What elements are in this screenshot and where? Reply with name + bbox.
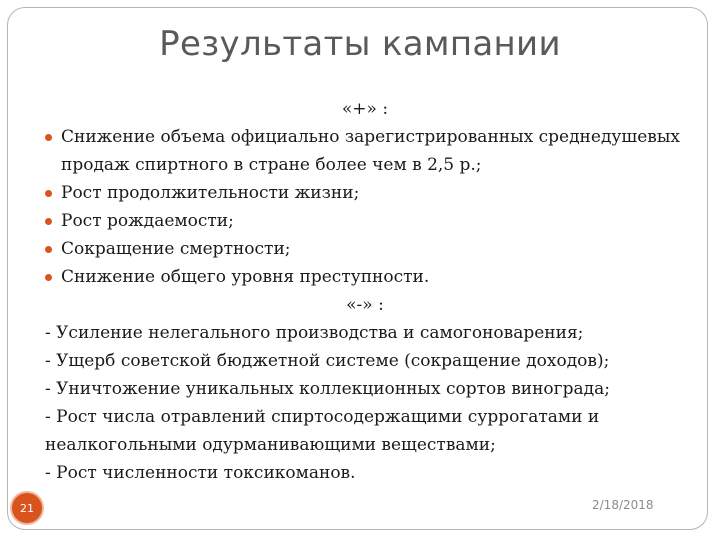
plus-item bbox=[45, 207, 705, 235]
bullet-icon bbox=[45, 218, 52, 225]
plus-item-text: Снижение объема официально зарегистрированных среднедушевых продаж спиртного в стране более чем в 2,5 р.; bbox=[61, 127, 680, 175]
minus-item: - Ущерб советской бюджетной системе (сокращение доходов); bbox=[45, 351, 610, 371]
plus-item-text: Рост рождаемости; bbox=[61, 211, 234, 231]
minus-item: - Усиление нелегального производства и самогоноварения; bbox=[45, 323, 584, 343]
bullet-icon bbox=[45, 190, 52, 197]
plus-item bbox=[45, 123, 705, 179]
plus-item bbox=[45, 263, 705, 291]
plus-item bbox=[45, 179, 705, 207]
slide-number-badge: 21 bbox=[12, 493, 42, 523]
minus-item: - Рост численности токсикоманов. bbox=[45, 463, 356, 483]
plus-item-text: Сокращение смертности; bbox=[61, 239, 291, 259]
minus-item: - Уничтожение уникальных коллекционных сортов винограда; bbox=[45, 379, 610, 399]
bullet-icon bbox=[45, 246, 52, 253]
minus-header: «-» : bbox=[346, 295, 384, 315]
bullet-icon bbox=[45, 134, 52, 141]
plus-list bbox=[45, 123, 705, 291]
slide-title: Результаты кампании bbox=[159, 24, 561, 64]
minus-item: - Рост числа отравлений спиртосодержащими суррогатами и неалкогольными одурманивающими веществами; bbox=[45, 407, 600, 455]
plus-item-text: Снижение общего уровня преступности. bbox=[61, 267, 430, 287]
bullet-icon bbox=[45, 274, 52, 281]
plus-item-text: Рост продолжительности жизни; bbox=[61, 183, 360, 203]
plus-header: «+» : bbox=[341, 99, 389, 119]
slide-body bbox=[45, 95, 705, 487]
slide-date: 2/18/2018 bbox=[592, 498, 654, 512]
plus-item bbox=[45, 235, 705, 263]
